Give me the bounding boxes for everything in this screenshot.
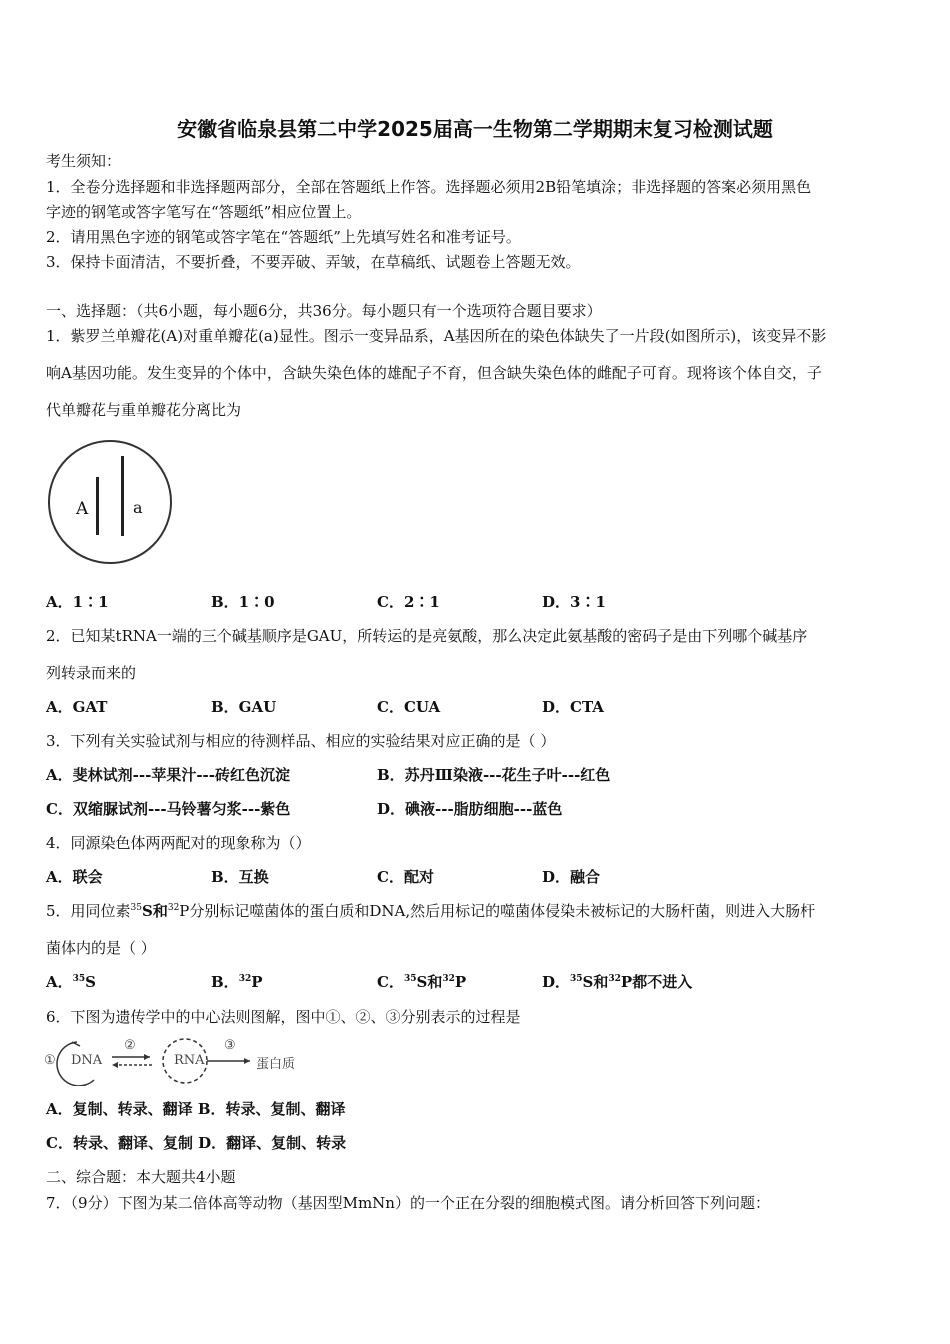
q2-text: 2．已知某tRNA一端的三个碱基顺序是GAU，所转运的是亮氨酸，那么决定此氨基酸的密码子是由下列哪个碱基序 bbox=[46, 627, 808, 645]
label-protein: 蛋白质 bbox=[256, 1057, 296, 1072]
q6-options-cd: C．转录、翻译、复制 D．翻译、复制、转录 bbox=[46, 1134, 347, 1152]
q3-option-c: C．双缩脲试剂---马铃薯匀浆---紫色 bbox=[46, 800, 291, 818]
central-dogma-figure bbox=[44, 1036, 314, 1086]
q1-text: 1．紫罗兰单瓣花(A)对重单瓣花(a)显性。图示一变异品系，A基因所在的染色体缺失了一片段(如图所示)，该变异不影 bbox=[46, 327, 827, 345]
q4-option-a: A．联会 bbox=[46, 868, 103, 886]
q6-options-ab: A．复制、转录、翻译 B．转录、复制、翻译 bbox=[46, 1100, 346, 1118]
q2-text: 列转录而来的 bbox=[46, 664, 137, 682]
q5-text: 菌体内的是（ ） bbox=[46, 939, 156, 957]
q5-option-a: A．$^{35}$S bbox=[46, 973, 97, 991]
q5-option-d: D．$^{35}$S和$^{32}$P都不进入 bbox=[542, 973, 693, 991]
q3-option-b: B．苏丹Ⅲ染液---花生子叶---红色 bbox=[377, 766, 611, 784]
q3-option-d: D．碘液---脂肪细胞---蓝色 bbox=[377, 800, 563, 818]
notice-line: 字迹的钢笔或答字笔写在“答题纸”相应位置上。 bbox=[46, 203, 362, 221]
q2-option-c: C．CUA bbox=[377, 698, 441, 716]
q1-text: 响A基因功能。发生变异的个体中，含缺失染色体的雄配子不育，但含缺失染色体的雌配子可育。现将该个体自交，子 bbox=[46, 364, 822, 382]
q5-option-b: B．$^{32}$P bbox=[211, 973, 263, 991]
q4-text: 4．同源染色体两两配对的现象称为（） bbox=[46, 834, 311, 852]
q3-text: 3．下列有关实验试剂与相应的待测样品、相应的实验结果对应正确的是（ ） bbox=[46, 732, 556, 750]
q2-option-a: A．GAT bbox=[46, 698, 108, 716]
q4-option-c: C．配对 bbox=[377, 868, 434, 886]
notice-heading: 考生须知： bbox=[46, 152, 122, 170]
q5-text: 5．用同位素$^{35}$S和$^{32}$P分别标记噬菌体的蛋白质和DNA,然后用标记的噬菌体侵染未被标记的大肠杆菌，则进入大肠杆 bbox=[46, 902, 816, 920]
q4-option-d: D．融合 bbox=[542, 868, 601, 886]
q4-option-b: B．互换 bbox=[211, 868, 269, 886]
q3-option-a: A．斐林试剂---苹果汁---砖红色沉淀 bbox=[46, 766, 290, 784]
q1-text: 代单瓣花与重单瓣花分离比为 bbox=[46, 401, 242, 419]
q1-option-d: D．3∶1 bbox=[542, 593, 606, 611]
label-dna: DNA bbox=[71, 1053, 103, 1068]
chromosome-figure bbox=[48, 440, 172, 564]
q7-text: 7．（9分）下图为某二倍体高等动物（基因型MmNn）的一个正在分裂的细胞模式图。请分析回答下列问题： bbox=[46, 1194, 770, 1212]
chromosome-long bbox=[121, 456, 124, 536]
section-2-heading: 二、综合题：本大题共4小题 bbox=[46, 1168, 236, 1186]
page-title: 安徽省临泉县第二中学2025届高一生物第二学期期末复习检测试题 bbox=[177, 117, 773, 141]
label-replication: ① bbox=[44, 1053, 56, 1068]
gene-label-A: A bbox=[76, 499, 89, 519]
section-1-heading: 一、选择题：（共6小题，每小题6分，共36分。每小题只有一个选项符合题目要求） bbox=[46, 302, 602, 320]
notice-line: 1．全卷分选择题和非选择题两部分，全部在答题纸上作答。选择题必须用2B铅笔填涂；非选择题的答案必须用黑色 bbox=[46, 178, 812, 196]
notice-line: 2．请用黑色字迹的钢笔或答字笔在“答题纸”上先填写姓名和准考证号。 bbox=[46, 228, 521, 246]
label-rna: RNA bbox=[174, 1053, 205, 1068]
q1-option-b: B．1∶0 bbox=[211, 593, 275, 611]
q2-option-d: D．CTA bbox=[542, 698, 604, 716]
label-translation: ③ bbox=[224, 1038, 236, 1053]
q1-option-a: A．1∶1 bbox=[46, 593, 109, 611]
q5-option-c: C．$^{35}$S和$^{32}$P bbox=[377, 973, 467, 991]
q6-text: 6．下图为遗传学中的中心法则图解，图中①、②、③分别表示的过程是 bbox=[46, 1008, 521, 1026]
chromosome-short bbox=[96, 477, 99, 535]
q1-option-c: C．2∶1 bbox=[377, 593, 440, 611]
label-transcription: ② bbox=[124, 1038, 136, 1053]
notice-line: 3．保持卡面清洁，不要折叠，不要弄破、弄皱，在草稿纸、试题卷上答题无效。 bbox=[46, 253, 581, 271]
q2-option-b: B．GAU bbox=[211, 698, 277, 716]
gene-label-a: a bbox=[133, 498, 143, 517]
